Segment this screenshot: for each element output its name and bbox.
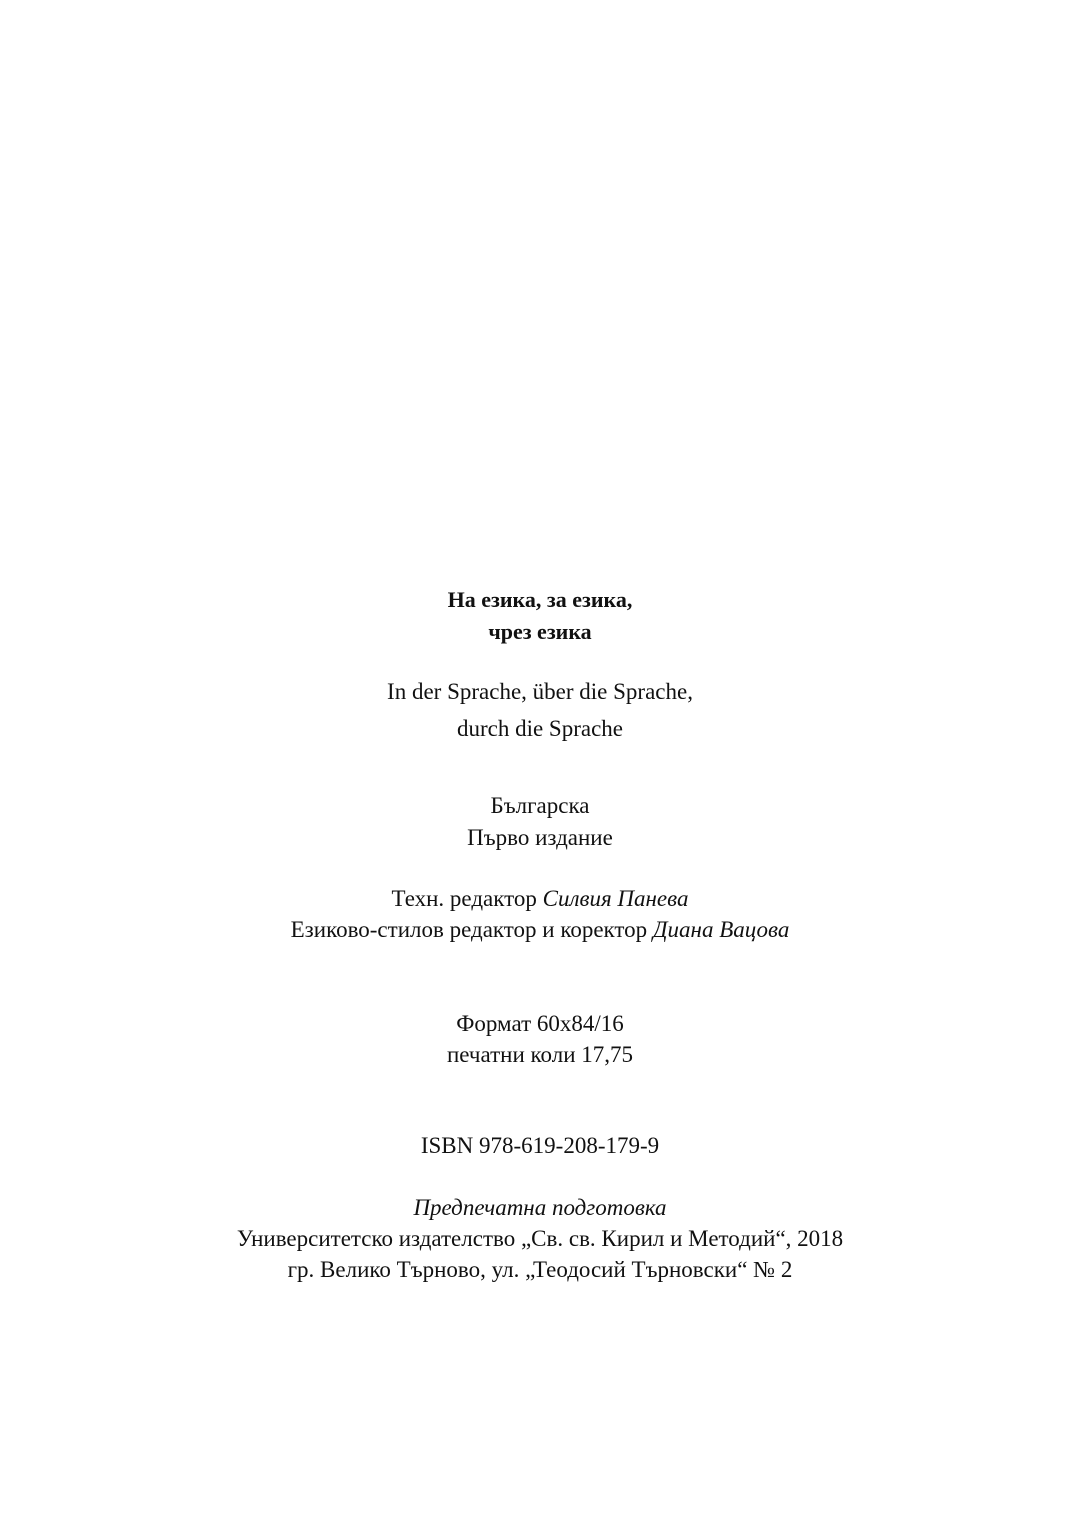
tech-editor-label: Техн. редактор [391,886,543,911]
title-line-2: чрез езика [488,619,592,644]
language-note: Българска [490,793,590,818]
german-title-line-2: durch die Sprache [456,716,624,741]
format-spec: Формат 60x84/16 [456,1011,624,1036]
publisher-name: Университетско издателство „Св. св. Кирил и Методий“, 2018 [236,1226,844,1251]
tech-editor-credit [0,884,1080,914]
german-title-line-1: In der Sprache, über die Sprache, [387,679,693,704]
style-editor-label: Езиково-стилов редактор и коректор [290,917,653,942]
publisher-address: гр. Велико Търново, ул. „Теодосий Търновски“ № 2 [287,1257,793,1282]
style-editor-name: Диана Вацова [652,917,790,942]
prepress-label: Предпечатна подготовка [413,1195,667,1220]
printing-sheets: печатни коли 17,75 [446,1042,634,1067]
tech-editor-name: Силвия Панева [542,886,689,911]
title-line-1: На езика, за езика, [447,587,633,612]
style-editor-credit [0,915,1080,945]
edition-note: Първо издание [467,825,613,850]
isbn: ISBN 978-619-208-179-9 [420,1133,660,1158]
